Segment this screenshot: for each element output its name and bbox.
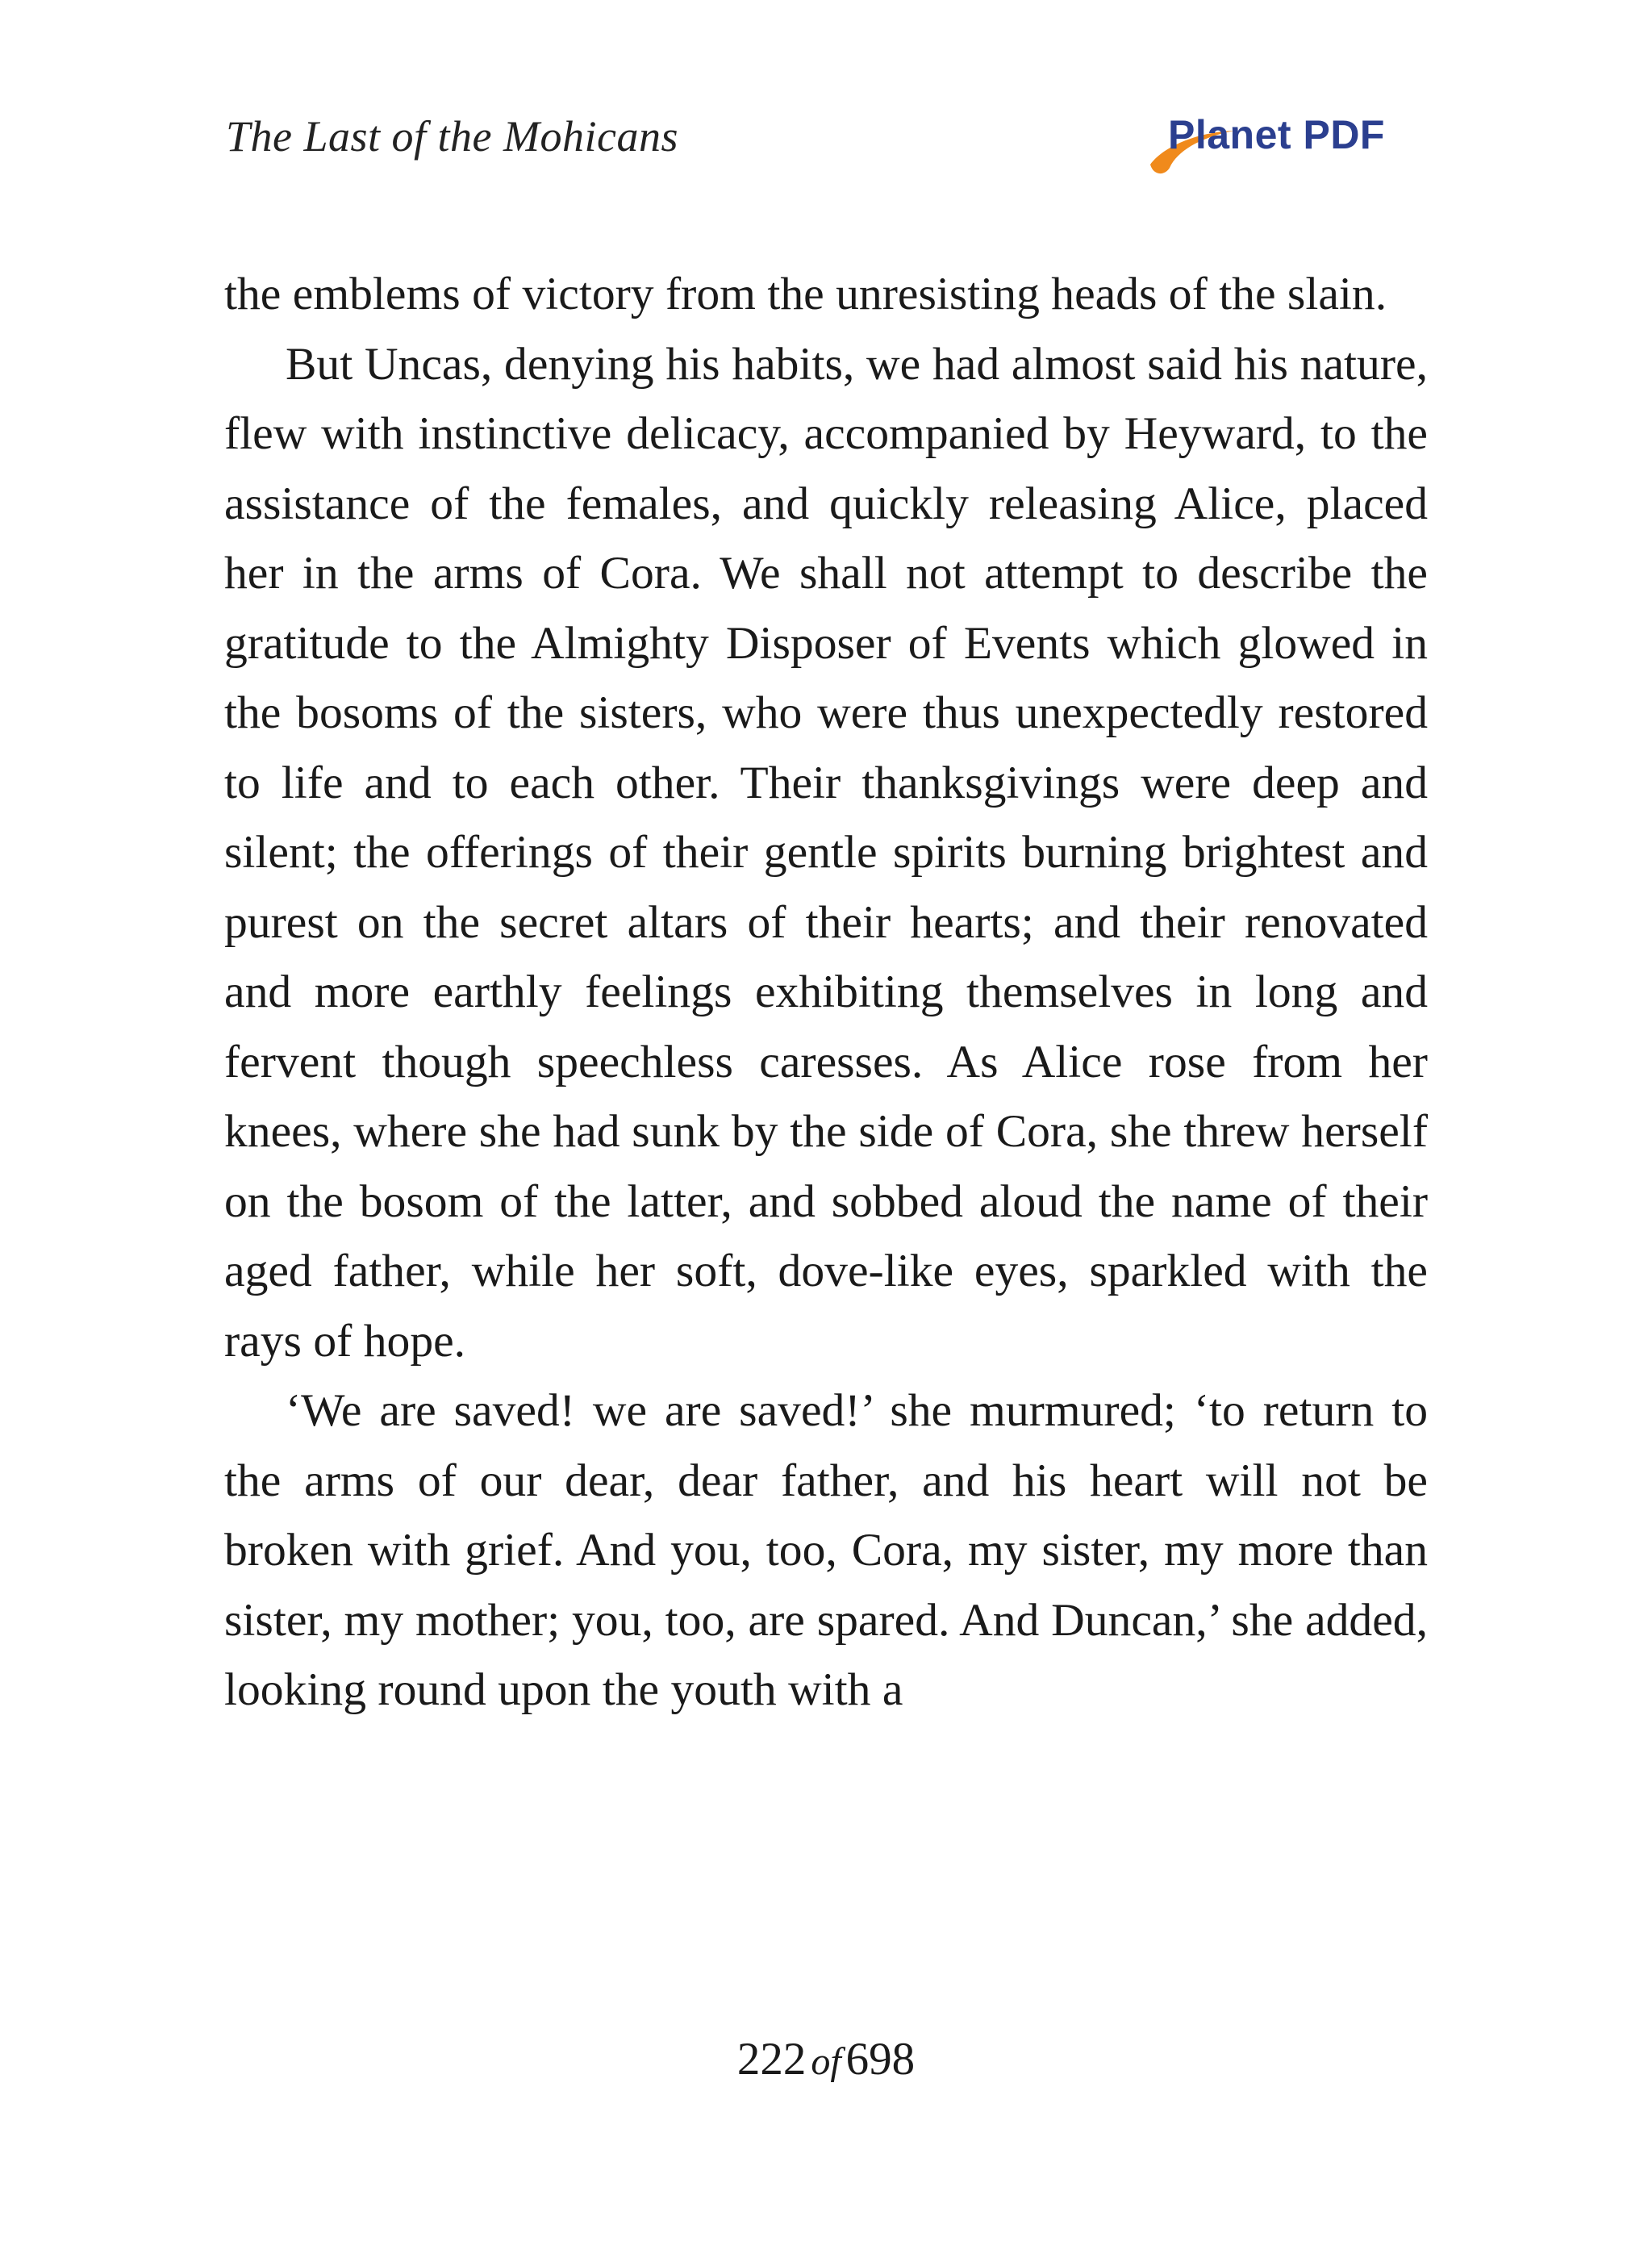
logo-word-planet: Planet	[1168, 112, 1292, 157]
paragraph-1: the emblems of victory from the unresisting heads of the slain.	[224, 269, 1387, 319]
planet-pdf-logo	[1145, 108, 1395, 181]
total-page-count: 698	[845, 2034, 916, 2085]
logo-word-pdf: PDF	[1303, 112, 1385, 157]
paragraph-2: But Uncas, denying his habits, we had almost said his nature, flew with instinctive delicacy, accompanied by Heyward, to the assistance of the females, and quickly releasing Alice, placed her in the arms of Cora. We shall not attempt to describe the gratitude to the Almighty Disposer of Events which glowed in the bosoms of the sisters, who were thus unexpectedly restored to life and to each other. Their thanksgivings were deep and silent; the offerings of their gentle spirits burning brightest and purest on the secret altars of their hearts; and their renovated and more earthly feelings exhibiting themselves in long and fervent though speechless caresses. As Alice rose from her knees, where she had sunk by the side of Cora, she threw herself on the bosom of the latter, and sobbed aloud the name of their aged father, while her soft, dove-like eyes, sparkled with the rays of hope.	[224, 338, 1428, 1367]
page-of-word: of	[811, 2040, 841, 2083]
book-title: The Last of the Mohicans	[226, 112, 678, 161]
logo-text	[1168, 111, 1385, 158]
page-header	[226, 97, 1426, 177]
paragraph-3: ‘We are saved! we are saved!’ she murmured; ‘to return to the arms of our dear, dear father, and his heart will not be broken with grief. And you, too, Cora, my sister, my more than sister, my mother; you, too, are spared. And Duncan,’ she added, looking round upon the youth with a	[224, 1385, 1428, 1715]
current-page-number: 222	[736, 2034, 807, 2085]
page-body	[224, 260, 1428, 1726]
page-number	[0, 2033, 1652, 2085]
